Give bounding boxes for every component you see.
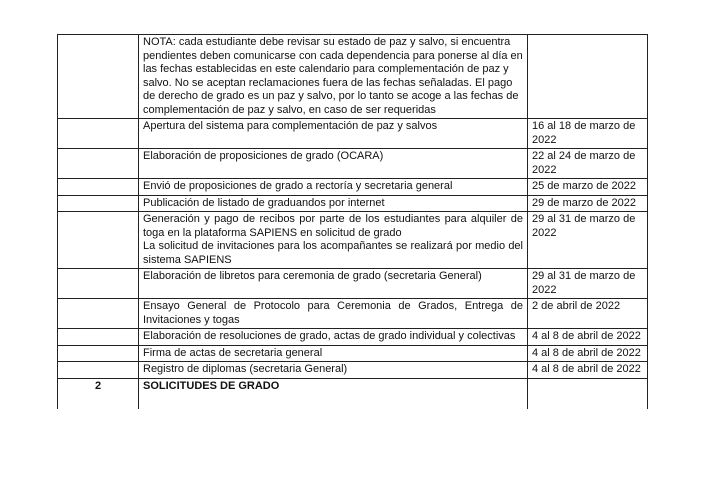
- empty-cell: [58, 269, 139, 299]
- empty-cell: [528, 378, 648, 409]
- date-cell: 2 de abril de 2022: [528, 299, 648, 329]
- date-cell: 29 de marzo de 2022: [528, 195, 648, 212]
- table-row: [58, 345, 648, 362]
- table-row: [58, 119, 648, 149]
- schedule-table: [57, 34, 648, 409]
- activity-line: La solicitud de invitaciones para los acompañantes se realizará por medio del sistema SAPIENS: [143, 240, 523, 266]
- activity-cell: Elaboración de libretos para ceremonia de grado (secretaria General): [139, 269, 528, 299]
- activity-cell: [139, 212, 528, 269]
- date-cell: 4 al 8 de abril de 2022: [528, 362, 648, 379]
- activity-cell: Apertura del sistema para complementación de paz y salvos: [139, 119, 528, 149]
- activity-cell: Publicación de listado de graduandos por internet: [139, 195, 528, 212]
- table-row: [58, 212, 648, 269]
- table-row: [58, 299, 648, 329]
- empty-cell: [58, 149, 139, 179]
- date-cell: 16 al 18 de marzo de 2022: [528, 119, 648, 149]
- section-number: 2: [58, 378, 139, 409]
- table-row: [58, 179, 648, 196]
- activity-cell: Ensayo General de Protocolo para Ceremonia de Grados, Entrega de Invitaciones y togas: [139, 299, 528, 329]
- date-cell: 4 al 8 de abril de 2022: [528, 329, 648, 346]
- note-row: [58, 35, 648, 119]
- empty-cell: [58, 299, 139, 329]
- table-row: [58, 149, 648, 179]
- activity-cell: Firma de actas de secretaria general: [139, 345, 528, 362]
- empty-cell: [58, 212, 139, 269]
- activity-cell: Elaboración de resoluciones de grado, actas de grado individual y colectivas: [139, 329, 528, 346]
- note-text: NOTA: cada estudiante debe revisar su estado de paz y salvo, si encuentra pendientes deben comunicarse con cada dependencia para ponerse al día en las fechas establecidas en este calendario para complementación de paz y salvo. No se aceptan reclamaciones fuera de las fechas señaladas. El pago de derecho de grado es un paz y salvo, por lo tanto se acoge a las fechas de complementación de paz y salvo, en caso de ser requeridas: [139, 35, 528, 119]
- empty-cell: [528, 35, 648, 119]
- section-title: SOLICITUDES DE GRADO: [139, 378, 528, 409]
- table-row: [58, 362, 648, 379]
- date-cell: 4 al 8 de abril de 2022: [528, 345, 648, 362]
- empty-cell: [58, 119, 139, 149]
- section-header-row: [58, 378, 648, 409]
- empty-cell: [58, 179, 139, 196]
- date-cell: 29 al 31 de marzo de 2022: [528, 269, 648, 299]
- activity-cell: Envió de proposiciones de grado a rectoría y secretaria general: [139, 179, 528, 196]
- date-cell: 25 de marzo de 2022: [528, 179, 648, 196]
- date-cell: 22 al 24 de marzo de 2022: [528, 149, 648, 179]
- empty-cell: [58, 35, 139, 119]
- activity-line: Generación y pago de recibos por parte de los estudiantes para alquiler de toga en la plataforma SAPIENS en solicitud de grado: [143, 213, 523, 239]
- table-row: [58, 329, 648, 346]
- empty-cell: [58, 362, 139, 379]
- activity-cell: Elaboración de proposiciones de grado (OCARA): [139, 149, 528, 179]
- table-row: [58, 269, 648, 299]
- empty-cell: [58, 195, 139, 212]
- empty-cell: [58, 329, 139, 346]
- table-row: [58, 195, 648, 212]
- empty-cell: [58, 345, 139, 362]
- activity-cell: Registro de diplomas (secretaria General): [139, 362, 528, 379]
- date-cell: 29 al 31 de marzo de 2022: [528, 212, 648, 269]
